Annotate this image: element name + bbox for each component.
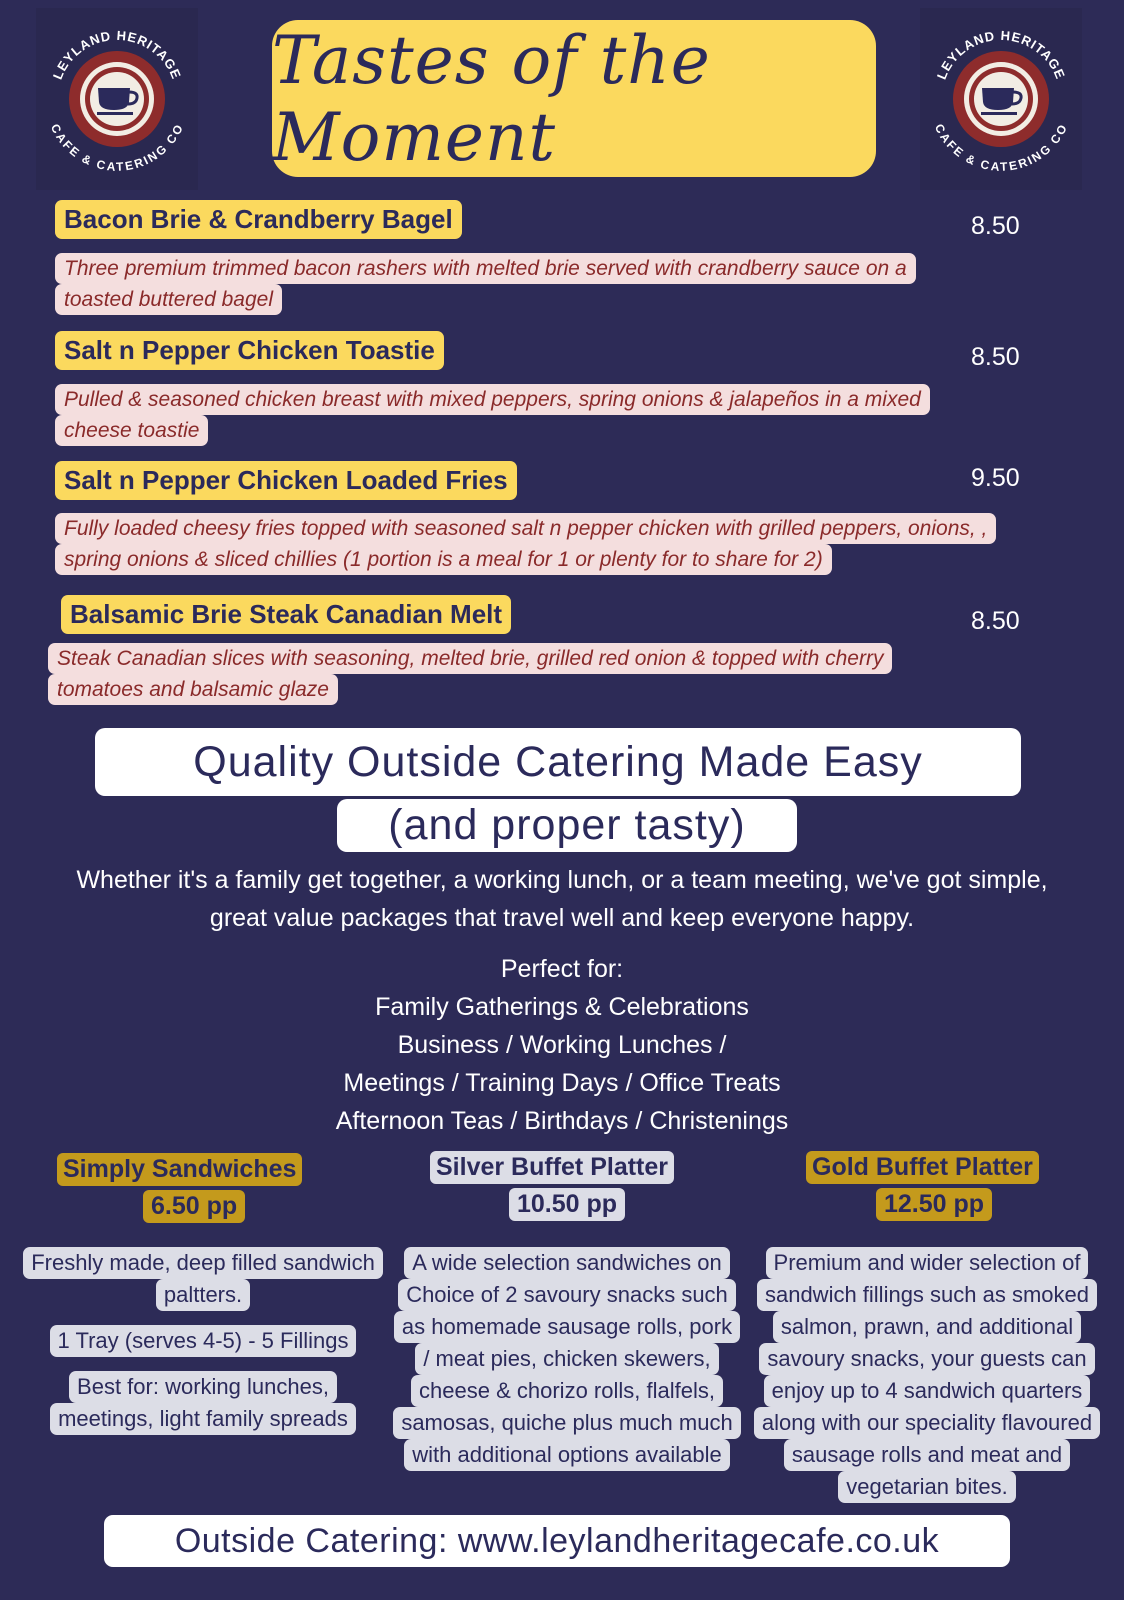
perfect-for-item: Business / Working Lunches /: [397, 1031, 727, 1059]
package-price: 10.50 pp: [509, 1188, 625, 1221]
desc-line: sausage rolls and meat and: [784, 1439, 1070, 1471]
cup-icon: [920, 8, 1082, 190]
package-name: Silver Buffet Platter: [430, 1151, 674, 1184]
desc-line: Steak Canadian slices with seasoning, melted brie, grilled red onion & topped with cherry: [48, 643, 892, 674]
desc-line: 1 Tray (serves 4-5) - 5 Fillings: [50, 1325, 357, 1357]
desc-line: Choice of 2 savoury snacks such: [398, 1279, 736, 1311]
desc-line: toasted buttered bagel: [55, 284, 282, 315]
desc-line: Freshly made, deep filled sandwich: [23, 1247, 383, 1279]
menu-item-desc: [48, 643, 892, 705]
desc-line: cheese & chorizo rolls, flalfels,: [411, 1375, 723, 1407]
menu-item-name: Balsamic Brie Steak Canadian Melt: [61, 595, 511, 634]
menu-item-price: 8.50: [971, 212, 1020, 240]
cup-icon: [36, 8, 198, 190]
catering-headline: Quality Outside Catering Made Easy: [95, 728, 1021, 796]
desc-line: sandwich fillings such as smoked: [757, 1279, 1097, 1311]
package-price: 6.50 pp: [143, 1190, 245, 1223]
logo-top-text: LEYLAND HERITAGE: [933, 27, 1069, 82]
desc-line: vegetarian bites.: [838, 1471, 1015, 1503]
desc-line: spring onions & sliced chillies (1 portion is a meal for 1 or plenty for to share for 2): [55, 544, 832, 575]
logo-bottom-text: CAFE & CATERING CO: [47, 121, 187, 174]
intro-line: great value packages that travel well and keep everyone happy.: [209, 904, 915, 932]
menu-item-desc: [55, 384, 930, 446]
perfect-for-item: Family Gatherings & Celebrations: [375, 993, 749, 1021]
logo-left: [36, 8, 198, 190]
menu-item-desc: [55, 513, 996, 575]
intro-line: Whether it's a family get together, a working lunch, or a team meeting, we've got simple,: [76, 866, 1048, 894]
menu-item-desc: [55, 253, 916, 315]
title-banner: [272, 20, 876, 177]
package-desc: [18, 1247, 388, 1435]
package-name: Gold Buffet Platter: [806, 1151, 1039, 1184]
package-desc: [392, 1247, 742, 1471]
perfect-for-title: Perfect for:: [500, 955, 624, 983]
perfect-for-item: Meetings / Training Days / Office Treats: [343, 1069, 781, 1097]
logo-bottom-text: CAFE & CATERING CO: [931, 121, 1071, 174]
desc-line: Pulled & seasoned chicken breast with mixed peppers, spring onions & jalapeños in a mixed: [55, 384, 930, 415]
desc-line: as homemade sausage rolls, pork: [394, 1311, 740, 1343]
package-name: Simply Sandwiches: [57, 1153, 302, 1186]
desc-line: cheese toastie: [55, 415, 208, 446]
logo-top-text: LEYLAND HERITAGE: [49, 27, 185, 82]
desc-line: tomatoes and balsamic glaze: [48, 674, 338, 705]
menu-item-price: 8.50: [971, 343, 1020, 371]
perfect-for-list: [0, 950, 1124, 1140]
desc-line: Fully loaded cheesy fries topped with seasoned salt n pepper chicken with grilled peppers, onions, ,: [55, 513, 996, 544]
package-price: 12.50 pp: [876, 1188, 992, 1221]
menu-item-name: Bacon Brie & Crandberry Bagel: [55, 200, 462, 239]
page-title: Tastes of the Moment: [272, 21, 711, 176]
desc-line: with additional options available: [404, 1439, 729, 1471]
catering-subheadline: (and proper tasty): [337, 799, 797, 852]
desc-line: samosas, quiche plus much much: [393, 1407, 740, 1439]
menu-item-name: Salt n Pepper Chicken Toastie: [55, 331, 444, 370]
desc-line: paltters.: [156, 1279, 250, 1311]
logo-right: [920, 8, 1082, 190]
desc-line: / meat pies, chicken skewers,: [415, 1343, 718, 1375]
desc-line: along with our speciality flavoured: [754, 1407, 1100, 1439]
menu-item-price: 8.50: [971, 607, 1020, 635]
catering-intro: [30, 861, 1094, 937]
desc-line: A wide selection sandwiches on: [404, 1247, 729, 1279]
menu-item-name: Salt n Pepper Chicken Loaded Fries: [55, 461, 517, 500]
desc-line: Best for: working lunches,: [69, 1371, 337, 1403]
perfect-for-item: Afternoon Teas / Birthdays / Christenings: [335, 1107, 789, 1135]
package-desc: [752, 1247, 1102, 1503]
desc-line: meetings, light family spreads: [50, 1403, 356, 1435]
desc-line: Premium and wider selection of: [766, 1247, 1089, 1279]
desc-line: salmon, prawn, and additional: [773, 1311, 1081, 1343]
desc-line: savoury snacks, your guests can: [759, 1343, 1094, 1375]
desc-line: Three premium trimmed bacon rashers with melted brie served with crandberry sauce on a: [55, 253, 916, 284]
menu-item-price: 9.50: [971, 464, 1020, 492]
website-footer[interactable]: Outside Catering: www.leylandheritagecafe.co.uk: [104, 1515, 1010, 1567]
desc-line: enjoy up to 4 sandwich quarters: [764, 1375, 1091, 1407]
